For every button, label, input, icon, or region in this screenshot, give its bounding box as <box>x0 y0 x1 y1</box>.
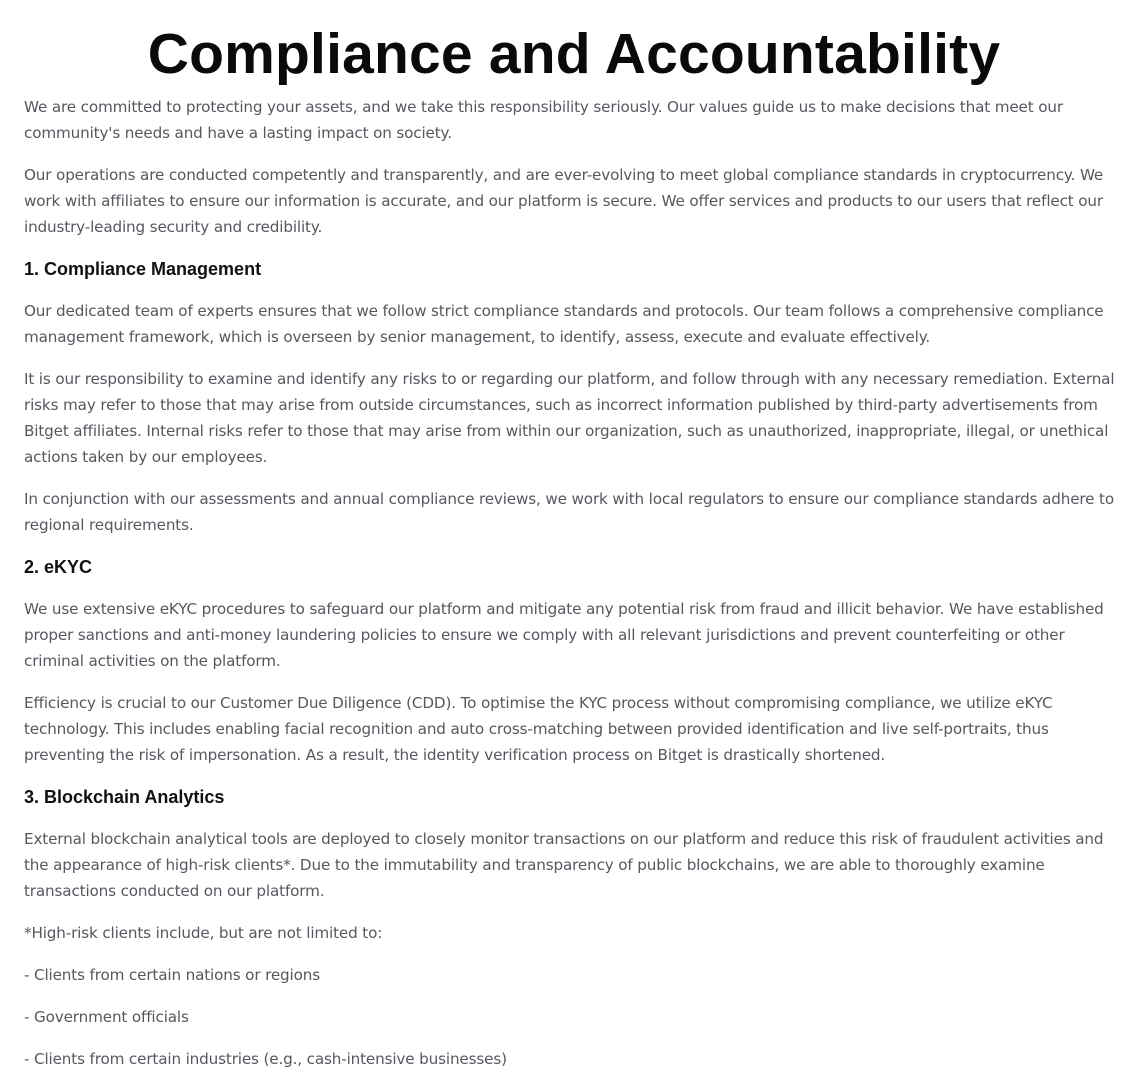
section-heading-ekyc: 2. eKYC <box>24 557 93 577</box>
intro-paragraph: Our operations are conducted competently and transparently, and are ever-evolving to meet global compliance standards in cryptocurrency. We work with affiliates to ensure our information is accurate, and our platform is secure. We offer services and products to our users that reflect our industry-leading security and credibility. <box>24 166 1104 236</box>
section-paragraph: It is our responsibility to examine and identify any risks to or regarding our platform, and follow through with any necessary remediation. External risks may refer to those that may arise from outside circumstances, such as incorrect information published by third-party advertisements from Bitget affiliates. Internal risks refer to those that may arise from within our organization, such as unauthorized, inappropriate, illegal, or unethical actions taken by our employees. <box>24 370 1115 466</box>
section-paragraph: In conjunction with our assessments and annual compliance reviews, we work with local regulators to ensure our compliance standards adhere to regional requirements. <box>24 490 1114 534</box>
section-paragraph: Our dedicated team of experts ensures that we follow strict compliance standards and protocols. Our team follows a comprehensive compliance management framework, which is overseen by senior management, to identify, assess, execute and evaluate effectively. <box>24 302 1104 346</box>
intro-paragraph: We are committed to protecting your assets, and we take this responsibility seriously. Our values guide us to make decisions that meet our community's needs and have a lasting impact on society. <box>24 98 1063 142</box>
list-item: - Government officials <box>24 1008 189 1026</box>
article <box>24 0 1124 1072</box>
page-title: Compliance and Accountability <box>147 22 1001 86</box>
section-paragraph: External blockchain analytical tools are deployed to closely monitor transactions on our platform and reduce this risk of fraudulent activities and the appearance of high-risk clients*. Due to the immutability and transparency of public blockchains, we are able to thoroughly examine transactions conducted on our platform. <box>24 830 1104 900</box>
list-item: - Clients from certain industries (e.g., cash-intensive businesses) <box>24 1050 507 1068</box>
high-risk-intro: *High-risk clients include, but are not limited to: <box>24 924 383 942</box>
section-heading-blockchain-analytics: 3. Blockchain Analytics <box>24 787 225 807</box>
section-paragraph: Efficiency is crucial to our Customer Due Diligence (CDD). To optimise the KYC process without compromising compliance, we utilize eKYC technology. This includes enabling facial recognition and auto cross-matching between provided identification and live self-portraits, thus preventing the risk of impersonation. As a result, the identity verification process on Bitget is drastically shortened. <box>24 694 1053 764</box>
section-paragraph: We use extensive eKYC procedures to safeguard our platform and mitigate any potential risk from fraud and illicit behavior. We have established proper sanctions and anti-money laundering policies to ensure we comply with all relevant jurisdictions and prevent counterfeiting or other criminal activities on the platform. <box>24 600 1104 670</box>
list-item: - Clients from certain nations or regions <box>24 966 320 984</box>
section-heading-compliance-management: 1. Compliance Management <box>24 259 262 279</box>
